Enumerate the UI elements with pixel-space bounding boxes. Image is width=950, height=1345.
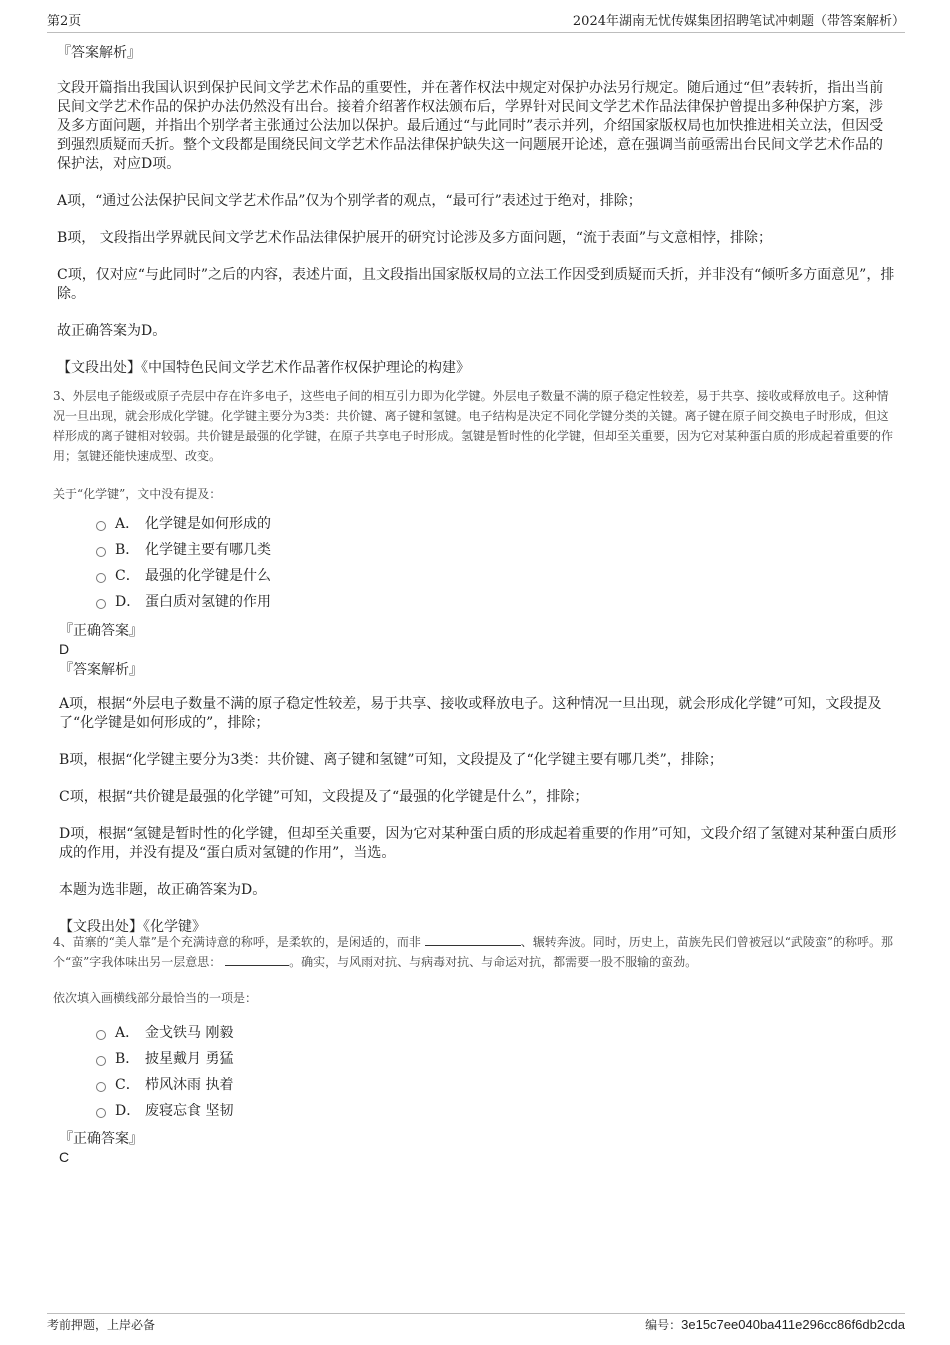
answer-label: 『正确答案』 — [59, 1131, 143, 1147]
source-citation: 【文段出处】《化学键》 — [59, 919, 206, 935]
analysis-paragraph: C项，仅对应“与此同时”之后的内容，表述片面，且文段指出国家版权局的立法工作因受到质疑而夭折，并非没有“倾听多方面意见”，排除。 — [57, 267, 895, 302]
question-prompt: 依次填入画横线部分最恰当的一项是： — [53, 991, 258, 1005]
option-a[interactable]: A． 化学键是如何形成的 — [96, 511, 271, 537]
document-code: 编号：3e15c7ee040ba411e296cc86f6db2cda — [645, 1317, 905, 1332]
analysis-paragraph: C项，根据“共价键是最强的化学键”可知，文段提及了“最强的化学键是什么”，排除； — [59, 789, 589, 805]
fill-blank-1 — [425, 933, 521, 946]
analysis-paragraph: D项，根据“氢键是暂时性的化学键，但却至关重要，因为它对某种蛋白质的形成起着重要的作用”可知，文段介绍了氢键对某种蛋白质形成的作用，并没有提及“蛋白质对氢键的作用”，当选。 — [59, 826, 897, 861]
radio-icon[interactable] — [96, 1082, 106, 1092]
analysis-paragraph: B项，根据“化学键主要分为3类：共价键、离子键和氢键”可知，文段提及了“化学键主要有哪几类”，排除； — [59, 752, 723, 768]
option-d[interactable]: D． 废寝忘食 坚韧 — [96, 1098, 233, 1124]
radio-icon[interactable] — [96, 521, 106, 531]
radio-icon[interactable] — [96, 599, 106, 609]
question-3-answer — [59, 622, 899, 955]
option-c[interactable]: C． 最强的化学键是什么 — [96, 563, 271, 589]
question-3-options — [96, 511, 271, 615]
page-number: 第2页 — [47, 14, 82, 29]
analysis-label: 『答案解析』 — [59, 662, 143, 678]
option-b[interactable]: B． 化学键主要有哪几类 — [96, 537, 271, 563]
radio-icon[interactable] — [96, 1056, 106, 1066]
answer-label: 『正确答案』 — [59, 623, 143, 639]
previous-analysis — [57, 44, 895, 396]
question-3 — [53, 386, 898, 504]
answer-value: D — [59, 641, 70, 657]
option-c[interactable]: C． 栉风沐雨 执着 — [96, 1072, 233, 1098]
analysis-label: 『答案解析』 — [57, 45, 141, 61]
radio-icon[interactable] — [96, 573, 106, 583]
source-citation: 【文段出处】《中国特色民间文学艺术作品著作权保护理论的构建》 — [57, 360, 470, 376]
analysis-paragraph: 故正确答案为D。 — [57, 323, 167, 339]
analysis-paragraph: 文段开篇指出我国认识到保护民间文学艺术作品的重要性，并在著作权法中规定对保护办法另行规定。随后通过“但”表转折，指出当前民间文学艺术作品的保护办法仍然没有出台。接着介绍著作权法颁布后，学界针对民间文学艺术作品法律保护曾提出多种保护方案，涉及多方面问题，并指出个别学者主张通过公法加以保护。最后通过“与此同时”表示并列，介绍国家版权局也加快推进相关立法，但因受到强烈质疑而夭折。整个文段都是围绕民间文学艺术作品法律保护缺失这一问题展开论述，意在强调当前亟需出台民间文学艺术作品的保护法，对应D项。 — [57, 80, 884, 172]
fill-blank-2 — [225, 953, 289, 966]
question-stem: 3、外层电子能级或原子壳层中存在许多电子，这些电子间的相互引力即为化学键。外层电子数量不满的原子稳定性较差，易于共享、接收或释放电子。这种情况一旦出现，就会形成化学键。化学键主要分为3类：共价键、离子键和氢键。电子结构是决定不同化学键分类的关键。离子键在原子间交换电子时形成，但这样形成的离子键相对较弱。共价键是最强的化学键，在原子共享电子时形成。氢键是暂时性的化学键，但却至关重要，因为它对某种蛋白质的形成起着重要的作用；氢键还能快速成型、改变。 — [53, 389, 894, 463]
analysis-paragraph: A项，根据“外层电子数量不满的原子稳定性较差，易于共享、接收或释放电子。这种情况一旦出现，就会形成化学键”可知，文段提及了“化学键是如何形成的”，排除； — [59, 696, 882, 731]
footer-slogan: 考前押题，上岸必备 — [47, 1318, 156, 1332]
analysis-paragraph: B项， 文段指出学界就民间文学艺术作品法律保护展开的研究讨论涉及多方面问题，“流于表面”与文意相悖，排除； — [57, 230, 773, 246]
analysis-paragraph: A项，“通过公法保护民间文学艺术作品”仅为个别学者的观点，“最可行”表述过于绝对，排除； — [57, 193, 642, 209]
question-stem: 4、苗寨的“美人靠”是个充满诗意的称呼，是柔软的，是闲适的，而非 、辗转奔波。同时，历史上，苗族先民们曾被冠以“武陵蛮”的称呼。那个“蛮”字我体味出另一层意思： 。确实，与风雨对抗、与病毒对抗、与命运对抗，都需要一股不服输的蛮劲。 — [53, 935, 894, 969]
radio-icon[interactable] — [96, 547, 106, 557]
option-d[interactable]: D． 蛋白质对氢键的作用 — [96, 589, 271, 615]
radio-icon[interactable] — [96, 1108, 106, 1118]
analysis-paragraph: 本题为选非题，故正确答案为D。 — [59, 882, 267, 898]
page-header — [47, 14, 905, 33]
question-4-options — [96, 1020, 233, 1124]
question-4-answer — [59, 1130, 143, 1166]
page-footer — [47, 1313, 905, 1332]
answer-value: C — [59, 1149, 70, 1165]
radio-icon[interactable] — [96, 1030, 106, 1040]
question-prompt: 关于“化学键”，文中没有提及： — [53, 487, 222, 501]
document-title: 2024年湖南无忧传媒集团招聘笔试冲刺题（带答案解析） — [572, 14, 905, 29]
option-b[interactable]: B． 披星戴月 勇猛 — [96, 1046, 233, 1072]
question-4 — [53, 932, 898, 1008]
option-a[interactable]: A． 金戈铁马 刚毅 — [96, 1020, 233, 1046]
